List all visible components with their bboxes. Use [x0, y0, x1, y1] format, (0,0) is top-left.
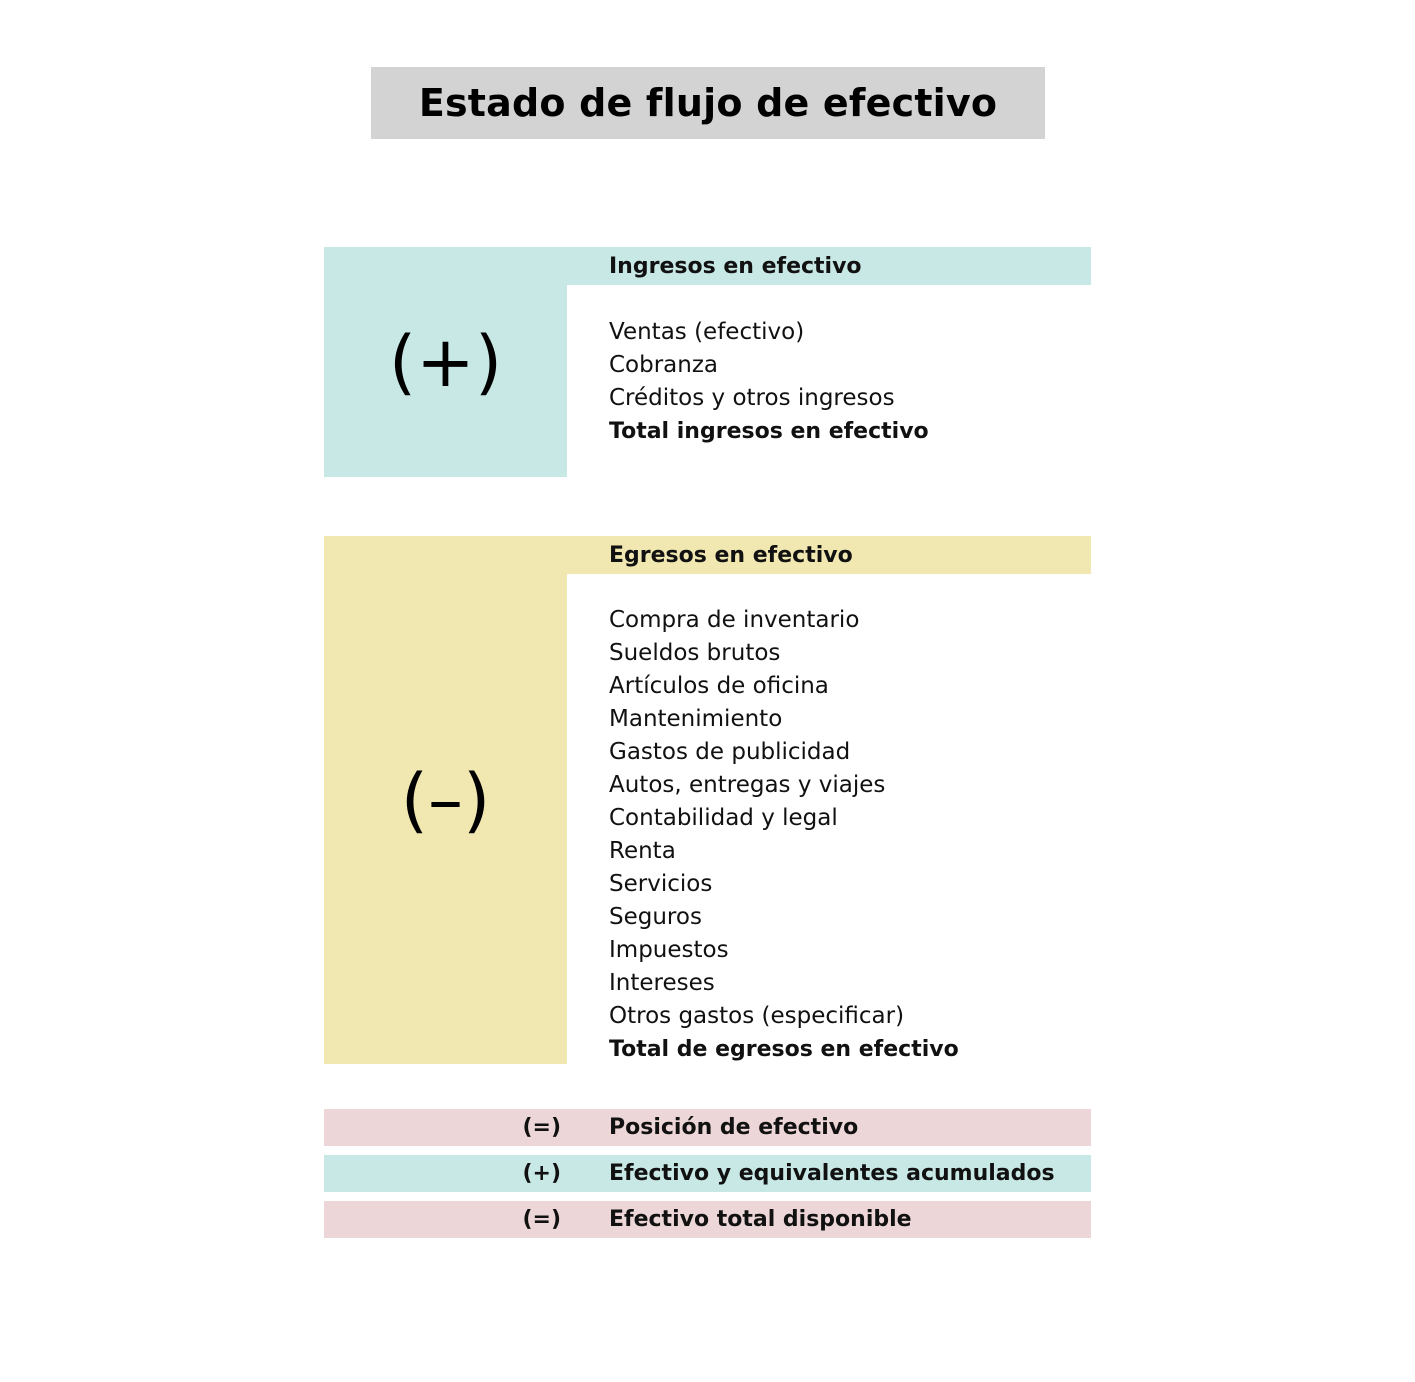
expense-header-bar	[567, 536, 1091, 574]
list-item: Cobranza	[609, 352, 719, 378]
list-item: Artículos de oficina	[609, 673, 829, 699]
list-item: Créditos y otros ingresos	[609, 385, 895, 411]
list-item: Servicios	[609, 871, 713, 897]
list-item: Sueldos brutos	[609, 640, 781, 666]
equals-operator: (=)	[522, 1115, 561, 1140]
expense-list	[609, 604, 959, 1066]
list-item: Gastos de publicidad	[609, 739, 851, 765]
summary-label: Efectivo total disponible	[609, 1207, 912, 1232]
list-item: Impuestos	[609, 937, 729, 963]
list-item: Autos, entregas y viajes	[609, 772, 886, 798]
list-item: Renta	[609, 838, 676, 864]
summary-row-cash-position	[324, 1109, 1091, 1146]
list-item: Mantenimiento	[609, 706, 783, 732]
summary-row-total-available	[324, 1201, 1091, 1238]
expense-total: Total de egresos en efectivo	[609, 1037, 959, 1062]
expense-header: Egresos en efectivo	[609, 542, 853, 568]
list-item: Intereses	[609, 970, 715, 996]
income-header-bar	[567, 247, 1091, 285]
page-title: Estado de flujo de efectivo	[418, 81, 998, 125]
plus-symbol: (+)	[388, 321, 503, 403]
income-header: Ingresos en efectivo	[609, 253, 862, 279]
income-total: Total ingresos en efectivo	[609, 419, 929, 444]
income-list	[609, 316, 929, 448]
expense-side-panel	[324, 536, 567, 1064]
title-box	[371, 67, 1045, 139]
minus-symbol: (–)	[400, 759, 491, 841]
income-side-panel	[324, 247, 567, 477]
list-item: Compra de inventario	[609, 607, 860, 633]
list-item: Otros gastos (especificar)	[609, 1003, 905, 1029]
list-item: Contabilidad y legal	[609, 805, 838, 831]
equals-operator: (=)	[522, 1207, 561, 1232]
list-item: Seguros	[609, 904, 702, 930]
summary-label: Posición de efectivo	[609, 1115, 859, 1140]
list-item: Ventas (efectivo)	[609, 319, 805, 345]
summary-label: Efectivo y equivalentes acumulados	[609, 1161, 1055, 1186]
summary-row-accumulated-cash	[324, 1155, 1091, 1192]
plus-operator: (+)	[522, 1161, 561, 1186]
